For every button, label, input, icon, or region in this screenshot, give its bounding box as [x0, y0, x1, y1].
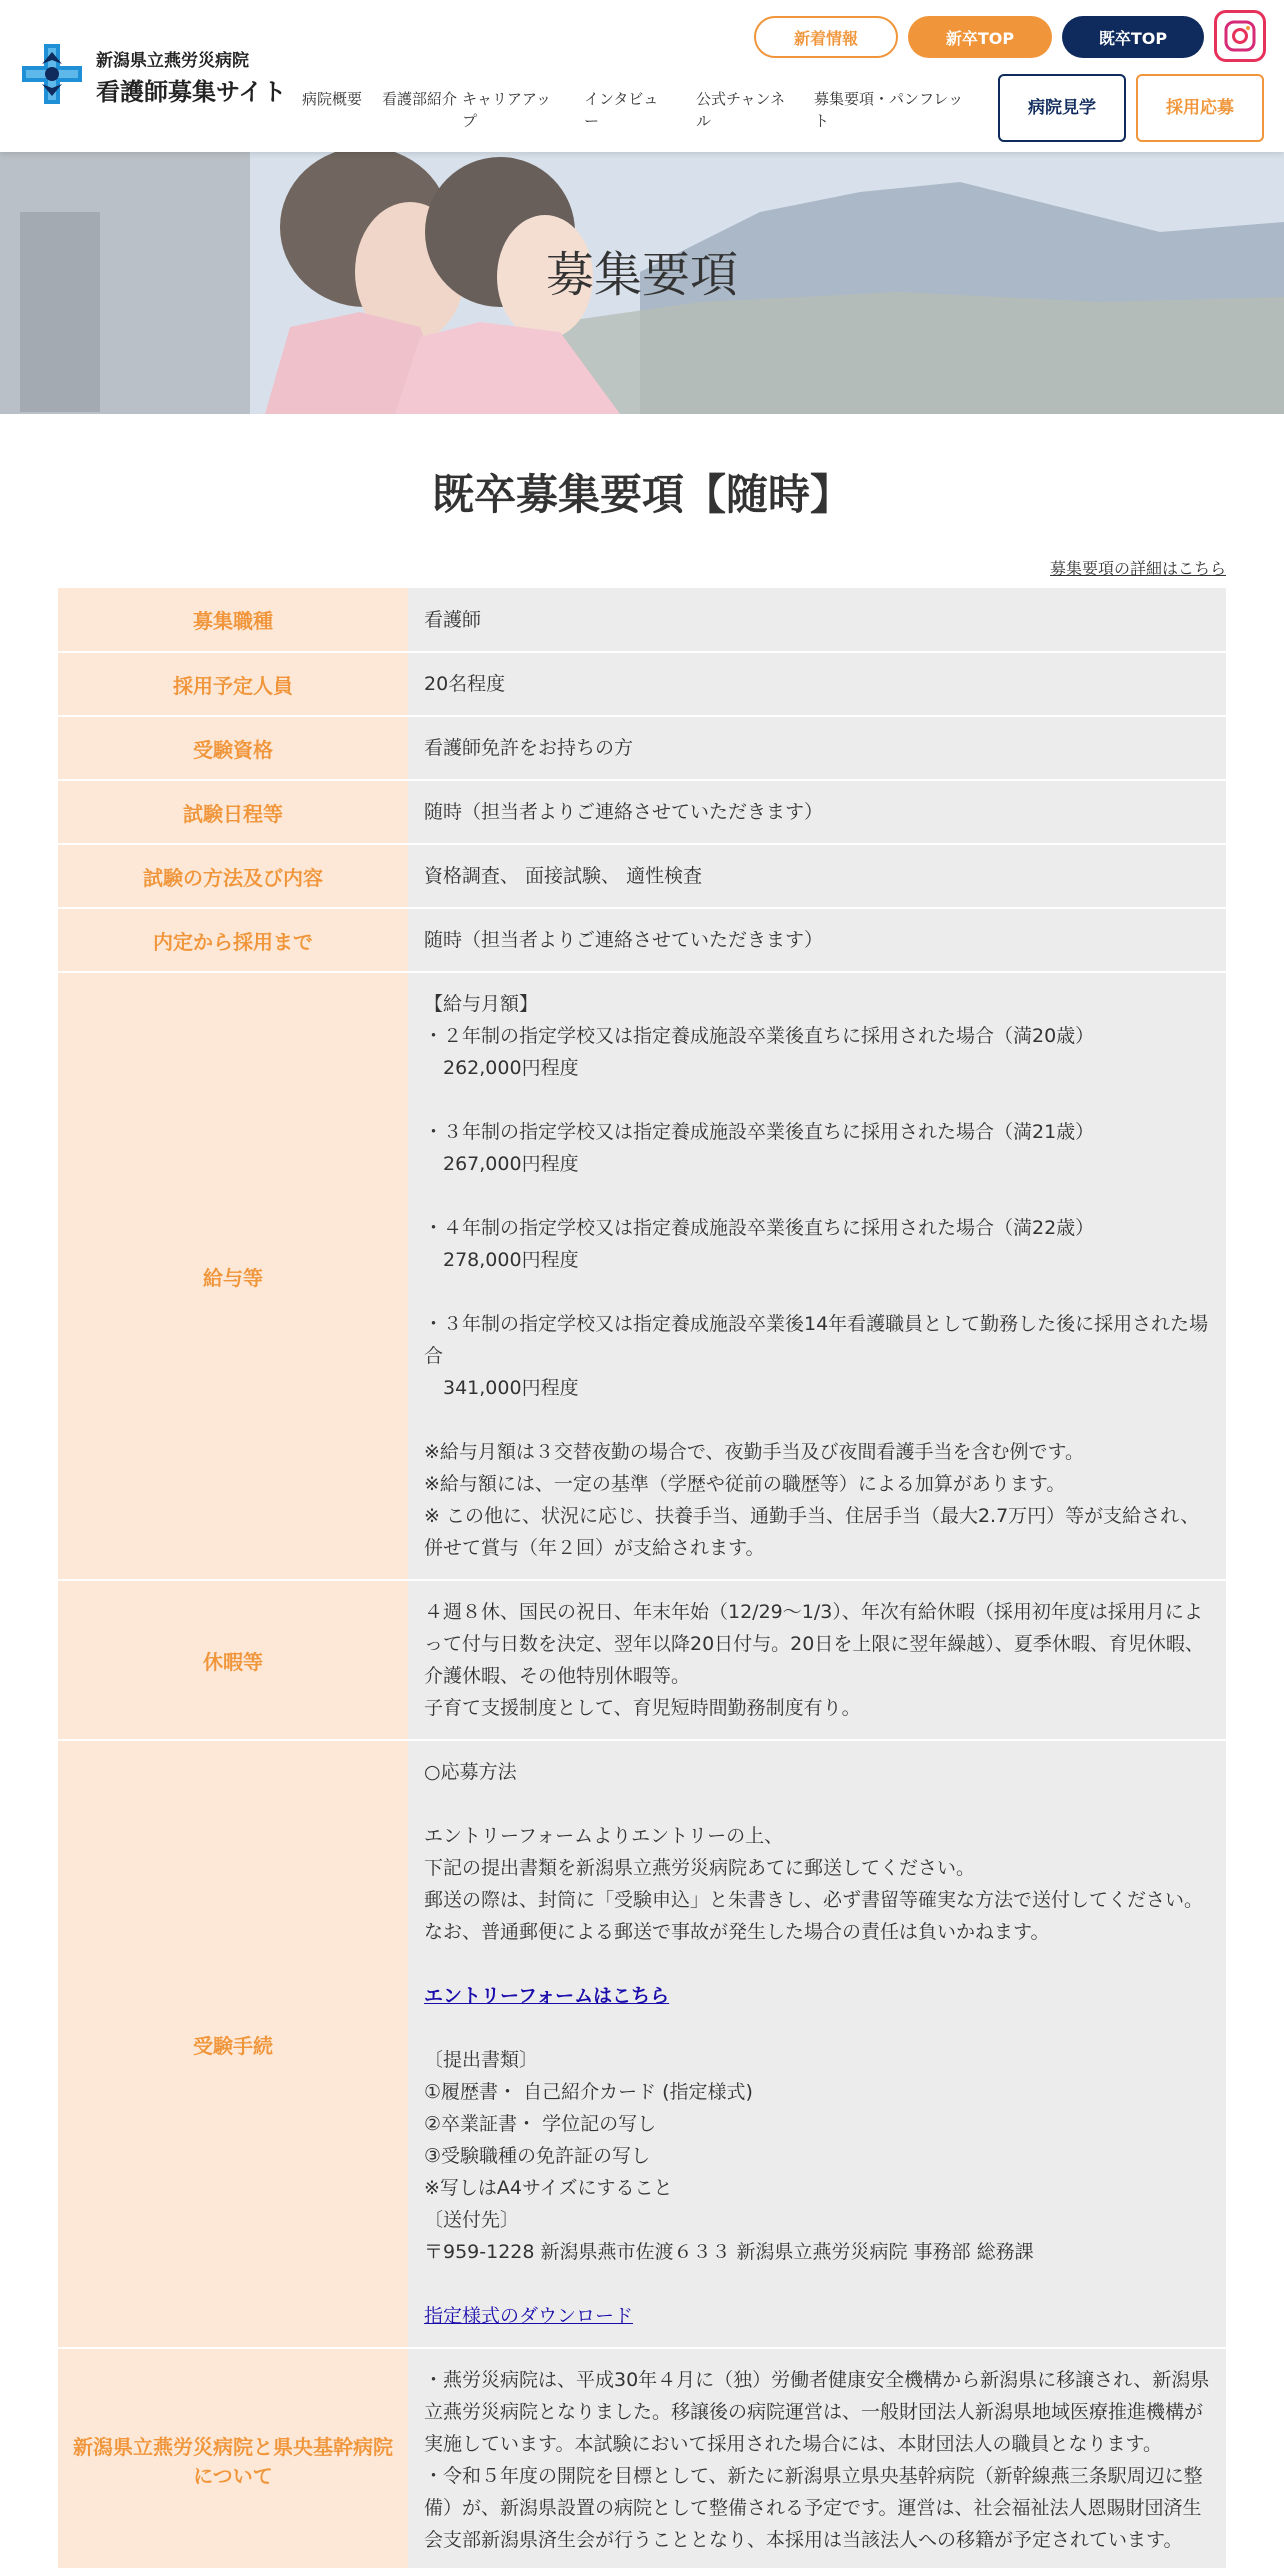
table-row — [58, 716, 1226, 780]
table-row — [58, 972, 1226, 1580]
nav-recruitment-pamphlet[interactable]: 募集要項・パンフレッ ト — [814, 90, 964, 130]
page-title: 既卒募集要項【随時】 — [431, 470, 852, 519]
row-label: 受験手続 — [58, 1740, 408, 2348]
hero-title: 募集要項 — [545, 247, 738, 303]
row-value: 看護師免許をお持ちの方 — [408, 716, 1226, 780]
apply-button[interactable]: 採用応募 — [1136, 74, 1264, 142]
nav-hospital-overview[interactable]: 病院概要 — [302, 90, 363, 108]
table-row — [58, 1740, 1226, 2348]
experienced-top-button[interactable]: 既卒TOP — [1062, 16, 1204, 58]
site-header — [0, 0, 1284, 152]
row-label: 採用予定人員 — [58, 652, 408, 716]
row-label: 新潟県立燕労災病院と県央基幹病院について — [58, 2348, 408, 2568]
new-graduate-top-button[interactable]: 新卒TOP — [908, 16, 1052, 58]
row-label: 給与等 — [58, 972, 408, 1580]
news-button[interactable]: 新着情報 — [754, 16, 898, 58]
nav-nursing-department[interactable]: 看護部紹介 — [382, 90, 458, 108]
hospital-visit-button[interactable]: 病院見学 — [998, 74, 1126, 142]
table-row — [58, 588, 1226, 652]
procedure-text: ○応募方法 エントリーフォームよりエントリーの上、 下記の提出書類を新潟県立燕労災病院あてに郵送してください。 郵送の際は、封筒に「受験申込」と朱書きし、必ず書留等確実な方法で送付してください。なお、普通郵便による郵送で事故が発生した場合の責任は負いかねます。 — [424, 1761, 1204, 1943]
entry-form-link[interactable]: エントリーフォームはこちら — [424, 1985, 670, 2007]
application-procedure — [408, 1740, 1226, 2348]
table-row — [58, 908, 1226, 972]
row-label: 募集職種 — [58, 588, 408, 652]
procedure-documents-text: 〔提出書類〕 ①履歴書・ 自己紹介カード (指定様式) ②卒業証書・ 学位記の写し ③受験職種の免許証の写し ※写しはA4サイズにすること 〔送付先〕 〒959-1228 新潟県燕市佐渡６３３ 新潟県立燕労災病院 事務部 総務課 — [424, 2049, 1034, 2263]
row-label: 試験の方法及び内容 — [58, 844, 408, 908]
recruitment-details-link[interactable]: 募集要項の詳細はこちら — [1049, 559, 1226, 578]
nav-career-up[interactable]: キャリアアッ プ — [462, 90, 551, 130]
table-row — [58, 2348, 1226, 2568]
row-value: 資格調査、 面接試験、 適性検査 — [408, 844, 1226, 908]
nav-official-channel[interactable]: 公式チャンネ ル — [696, 90, 786, 130]
recruitment-requirements-table — [58, 588, 1226, 2568]
table-row — [58, 780, 1226, 844]
table-row — [58, 652, 1226, 716]
row-value: 随時（担当者よりご連絡させていただきます） — [408, 908, 1226, 972]
hospital-logo-icon[interactable] — [22, 42, 82, 106]
row-value: 看護師 — [408, 588, 1226, 652]
form-download-link[interactable]: 指定様式のダウンロード — [424, 2305, 634, 2327]
table-row — [58, 844, 1226, 908]
instagram-icon — [1223, 19, 1257, 53]
row-label: 試験日程等 — [58, 780, 408, 844]
instagram-button[interactable] — [1214, 10, 1266, 62]
leave-details: ４週８休、国民の祝日、年末年始（12/29～1/3）、年次有給休暇（採用初年度は採用月によって付与日数を決定、翌年以降20日付与。20日を上限に翌年繰越）、夏季休暇、育児休暇、介護休暇、その他特別休暇等。 子育て支援制度として、育児短時間勤務制度有り。 — [408, 1580, 1226, 1740]
row-value: 随時（担当者よりご連絡させていただきます） — [408, 780, 1226, 844]
row-value: 20名程度 — [408, 652, 1226, 716]
table-row — [58, 1580, 1226, 1740]
row-label: 休暇等 — [58, 1580, 408, 1740]
hospital-info: ・燕労災病院は、平成30年４月に（独）労働者健康安全機構から新潟県に移譲され、新潟県立燕労災病院となりました。移譲後の病院運営は、一般財団法人新潟県地域医療推進機構が実施しています。本試験において採用された場合には、本財団法人の職員となります。 ・令和５年度の開院を目標として、新たに新潟県立県央基幹病院（新幹線燕三条駅周辺に整備）が、新潟県設置の病院として整備される予定です。運営は、社会福祉法人恩賜財団済生会支部新潟県済生会が行うこととなり、本採用は当該法人への移籍が予定されています。 — [408, 2348, 1226, 2568]
logo-subtitle[interactable]: 新潟県立燕労災病院 — [96, 51, 249, 71]
salary-details: 【給与月額】 ・２年制の指定学校又は指定養成施設卒業後直ちに採用された場合（満20歳） 262,000円程度 ・３年制の指定学校又は指定養成施設卒業後直ちに採用された場合（満21歳） 267,000円程度 ・４年制の指定学校又は指定養成施設卒業後直ちに採用された場合（満22歳） 278,000円程度 ・３年制の指定学校又は指定養成施設卒業後14年看護職員として勤務した後に採用された場合 341,000円程度 ※給与月額は３交替夜勤の場合で、夜勤手当及び夜間看護手当を含む例です。 ※給与額には、一定の基準（学歴や従前の職歴等）による加算があります。 ※ この他に、状況に応じ、扶養手当、通勤手当、住居手当（最大2.7万円）等が支給され、併せて賞与（年２回）が支給されます。 — [408, 972, 1226, 1580]
row-label: 受験資格 — [58, 716, 408, 780]
nav-interview[interactable]: インタビュ ー — [584, 90, 659, 130]
row-label: 内定から採用まで — [58, 908, 408, 972]
hero-banner — [0, 152, 1284, 414]
logo-title[interactable]: 看護師募集サイト — [96, 78, 287, 106]
